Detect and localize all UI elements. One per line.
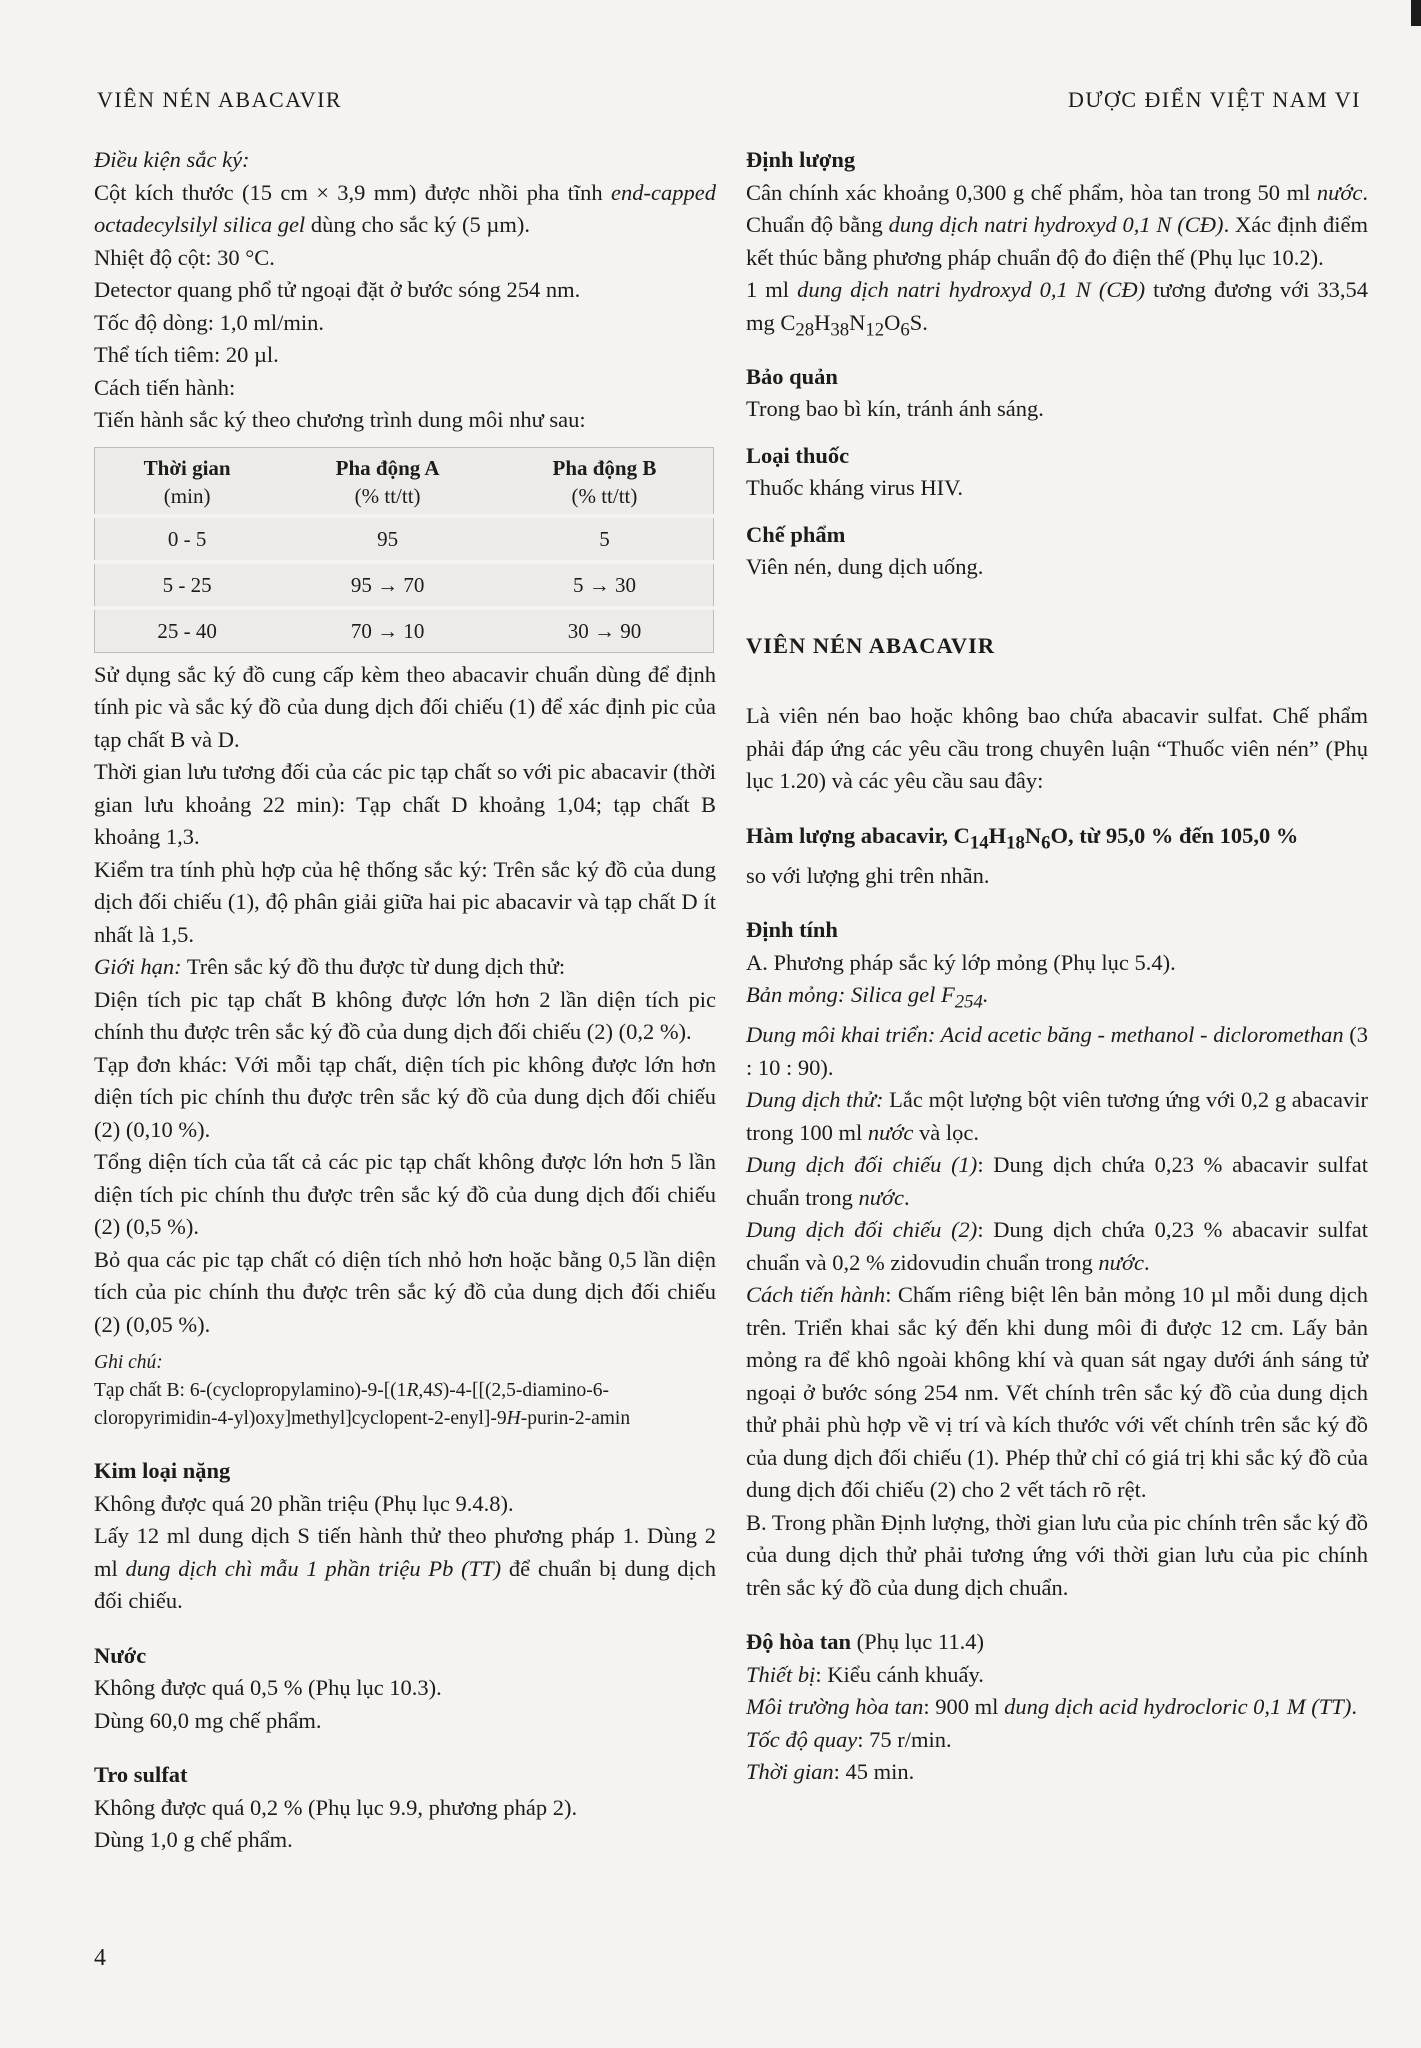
page-number: 4	[94, 1945, 106, 1971]
table-cell: 5 - 25	[95, 562, 280, 608]
paragraph: Không được quá 20 phần triệu (Phụ lục 9.4.8).	[94, 1490, 514, 1516]
monograph-title: VIÊN NÉN ABACAVIR	[746, 632, 996, 658]
paragraph: Là viên nén bao hoặc không bao chứa abacavir sulfat. Chế phẩm phải đáp ứng các yêu cầu trong chuyên luận “Thuốc viên nén” (Phụ lục 1.20) và các yêu cầu sau đây:	[746, 703, 1368, 793]
paragraph: so với lượng ghi trên nhãn.	[746, 862, 990, 888]
section-title-identification: Định tính	[746, 917, 838, 942]
paragraph: Sử dụng sắc ký đồ cung cấp kèm theo abacavir chuẩn dùng để định tính pic và sắc ký đồ của dung dịch đối chiếu (1) để xác định pic của tạp chất B và D.	[94, 661, 716, 752]
paragraph: Viên nén, dung dịch uống.	[746, 554, 984, 579]
paragraph: Kiểm tra tính phù hợp của hệ thống sắc ký: Trên sắc ký đồ của dung dịch đối chiếu (1), độ phân giải giữa hai pic abacavir và tạp chất D ít nhất là 1,5.	[94, 856, 716, 947]
paragraph: Thiết bị: Kiểu cánh khuấy.	[746, 1661, 984, 1687]
table-cell: 5	[496, 516, 714, 562]
section-title-sulfated-ash: Tro sulfat	[94, 1762, 188, 1787]
paragraph: A. Phương pháp sắc ký lớp mỏng (Phụ lục 5.4).	[746, 949, 1176, 975]
paragraph: Dùng 1,0 g chế phẩm.	[94, 1827, 293, 1852]
injection-volume: Thể tích tiêm: 20 µl.	[94, 342, 279, 367]
paragraph: Thuốc kháng virus HIV.	[746, 475, 964, 500]
running-header-left: VIÊN NÉN ABACAVIR	[97, 87, 343, 112]
table-header-time: Thời gian (min)	[95, 447, 280, 516]
table-cell: 95 → 70	[279, 562, 496, 608]
paragraph: Diện tích pic tạp chất B không được lớn hơn 2 lần diện tích pic chính thu được trên sắc ký đồ của dung dịch đối chiếu (2) (0,2 %).	[94, 986, 716, 1044]
paragraph: Dung dịch đối chiếu (1): Dung dịch chứa 0,23 % abacavir sulfat chuẩn trong nước.	[746, 1152, 1369, 1210]
table-cell: 25 - 40	[95, 608, 280, 653]
section-title-drug-class: Loại thuốc	[746, 442, 850, 468]
section-title-dissolution: Độ hòa tan (Phụ lục 11.4)	[746, 1629, 984, 1654]
content-spec: Hàm lượng abacavir, $C_{14}H_{18}N_6O$, từ 95,0 % đến 105,0 %	[746, 822, 1299, 853]
paragraph: Dùng 60,0 mg chế phẩm.	[94, 1707, 322, 1733]
paragraph: Môi trường hòa tan: 900 ml dung dịch acid hydrocloric 0,1 M (TT).	[746, 1694, 1357, 1719]
right-column	[746, 144, 1368, 1789]
paragraph: B. Trong phần Định lượng, thời gian lưu của pic chính trên sắc ký đồ của dung dịch thử phải tương ứng với thời gian lưu của pic chính trên sắc ký đồ của dung dịch chuẩn.	[746, 1509, 1368, 1600]
paragraph: Cân chính xác khoảng 0,300 g chế phẩm, hòa tan trong 50 ml nước. Chuẩn độ bằng dung dịch natri hydroxyd 0,1 N (CĐ). Xác định điểm kết thúc bằng phương pháp chuẩn độ đo điện thế (Phụ lục 10.2).	[746, 179, 1369, 270]
paragraph: Dung dịch thử: Lắc một lượng bột viên tương ứng với 0,2 g abacavir trong 100 ml nước và lọc.	[746, 1087, 1368, 1145]
column-spec: Cột kích thước (15 cm × 3,9 mm) được nhồi pha tĩnh end-capped octadecylsilyl silica gel dùng cho sắc ký (5 µm).	[94, 179, 716, 237]
flow-rate: Tốc độ dòng: 1,0 ml/min.	[94, 309, 324, 335]
section-title-heavy-metals: Kim loại nặng	[94, 1458, 231, 1483]
gradient-intro: Tiến hành sắc ký theo chương trình dung môi như sau:	[94, 407, 586, 432]
paragraph: 1 ml dung dịch natri hydroxyd 0,1 N (CĐ) tương đương với 33,54 mg $C_{28}H_{38}N_{12}O_6S$.	[746, 277, 1368, 340]
column-temperature: Nhiệt độ cột: 30 °C.	[94, 244, 275, 270]
paragraph: Dung môi khai triển: Acid acetic băng - methanol - dicloromethan (3 : 10 : 90).	[746, 1022, 1368, 1080]
paragraph: Tạp đơn khác: Với mỗi tạp chất, diện tích pic không được lớn hơn diện tích pic chính thu được trên sắc ký đồ của dung dịch đối chiếu (2) (0,10 %).	[94, 1051, 716, 1142]
limits-intro: Giới hạn: Trên sắc ký đồ thu được từ dung dịch thử:	[94, 954, 566, 979]
table-row	[95, 562, 714, 608]
paragraph: Cách tiến hành: Chấm riêng biệt lên bản mỏng 10 µl mỗi dung dịch trên. Triển khai sắc ký đến khi dung môi đi được 12 cm. Lấy bản mỏng ra để khô ngoài không khí và quan sát ngay dưới ánh sáng tử ngoại ở bước sóng 254 nm. Vết chính trên sắc ký đồ của dung dịch thử phải phù hợp về vị trí và kích thước với vết chính trên sắc ký đồ của dung dịch đối chiếu (1). Phép thử chỉ có giá trị khi sắc ký đồ của dung dịch đối chiếu (2) cho 2 vết tách rõ rệt.	[746, 1282, 1369, 1502]
paragraph: Thời gian lưu tương đối của các pic tạp chất so với pic abacavir (thời gian lưu khoảng 22 min): Tạp chất D khoảng 1,04; tạp chất B khoảng 1,3.	[94, 759, 716, 849]
paragraph: Bản mỏng: Silica gel $F_{254}$.	[746, 982, 989, 1013]
note-title: Ghi chú:	[94, 1352, 163, 1373]
paragraph: Bỏ qua các pic tạp chất có diện tích nhỏ hơn hoặc bằng 0,5 lần diện tích của pic chính thu được trên sắc ký đồ của dung dịch đối chiếu (2) (0,05 %).	[94, 1246, 716, 1337]
table-header-row	[95, 447, 714, 516]
table-cell: 0 - 5	[95, 516, 280, 562]
note-text: Tạp chất B: 6-(cyclopropylamino)-9-[(1R,4S)-4-[[(2,5-diamino-6-cloropyrimidin-4-yl)oxy]methyl]cyclopent-2-enyl]-9H-purin-2-amin	[94, 1380, 631, 1429]
table-cell: 70 → 10	[279, 608, 496, 653]
section-title-preparations: Chế phẩm	[746, 521, 846, 547]
procedure-label: Cách tiến hành:	[94, 374, 236, 400]
scan-edge-mark	[1411, 0, 1421, 26]
paragraph: Tổng diện tích của tất cả các pic tạp chất không được lớn hơn 5 lần diện tích pic chính thu được trên sắc ký đồ của dung dịch đối chiếu (2) (0,5 %).	[94, 1149, 716, 1239]
gradient-table	[94, 447, 714, 653]
table-cell: 5 → 30	[496, 562, 714, 608]
left-column	[94, 144, 716, 1857]
section-title-assay: Định lượng	[746, 147, 856, 172]
table-row	[95, 608, 714, 653]
section-title-water: Nước	[94, 1642, 147, 1668]
table-header-phase-b: Pha động B (% tt/tt)	[496, 447, 714, 516]
paragraph: Không được quá 0,2 % (Phụ lục 9.9, phương pháp 2).	[94, 1794, 578, 1820]
paragraph: Dung dịch đối chiếu (2): Dung dịch chứa 0,23 % abacavir sulfat chuẩn và 0,2 % zidovudin chuẩn trong nước.	[746, 1217, 1369, 1275]
detector: Detector quang phổ tử ngoại đặt ở bước sóng 254 nm.	[94, 277, 581, 302]
paragraph: Thời gian: 45 min.	[746, 1759, 915, 1784]
paragraph: Tốc độ quay: 75 r/min.	[746, 1726, 952, 1752]
table-cell: 95	[279, 516, 496, 562]
chromatography-conditions-title: Điều kiện sắc ký:	[94, 147, 250, 172]
table-row	[95, 516, 714, 562]
table-header-phase-a: Pha động A (% tt/tt)	[279, 447, 496, 516]
paragraph: Lấy 12 ml dung dịch S tiến hành thử theo phương pháp 1. Dùng 2 ml dung dịch chì mẫu 1 phần triệu Pb (TT) để chuẩn bị dung dịch đối chiếu.	[94, 1523, 717, 1613]
table-cell: 30 → 90	[496, 608, 714, 653]
paragraph: Trong bao bì kín, tránh ánh sáng.	[746, 396, 1044, 421]
paragraph: Không được quá 0,5 % (Phụ lục 10.3).	[94, 1675, 442, 1700]
running-header-right: DƯỢC ĐIỂN VIỆT NAM VI	[1067, 87, 1361, 112]
section-title-storage: Bảo quản	[746, 363, 838, 389]
